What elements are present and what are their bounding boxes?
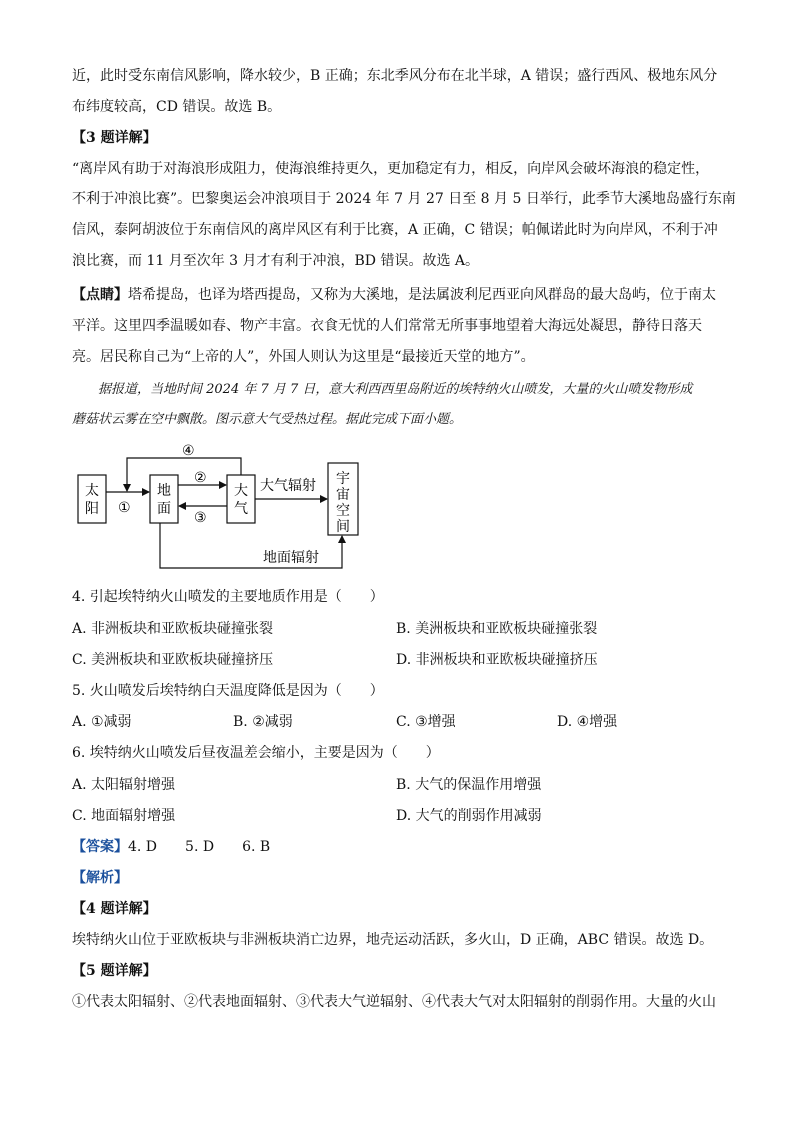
q5-option-a[interactable]: A. ①减弱 <box>72 714 132 730</box>
arrow-4 <box>127 458 241 491</box>
q5-detail-heading: 【5 题详解】 <box>72 963 157 979</box>
q4-option-a[interactable]: A. 非洲板块和亚欧板块碰撞张裂 <box>72 621 274 637</box>
q3-detail-line: 信风，泰阿胡波位于东南信风的离岸风区有利于比赛，A 正确，C 错误；帕佩诺此时为向岸风，不利于冲 <box>72 222 718 238</box>
paragraph-line: 近，此时受东南信风影响，降水较少，B 正确；东北季风分布在北半球，A 错误；盛行西风、极地东风分 <box>72 68 718 84</box>
atmosphere-label: 大气 <box>234 483 248 517</box>
q3-detail-heading: 【3 题详解】 <box>72 130 157 146</box>
atmosphere-heating-diagram <box>70 438 370 574</box>
q6-option-d[interactable]: D. 大气的削弱作用减弱 <box>396 808 542 824</box>
q4-detail-heading: 【4 题详解】 <box>72 901 157 917</box>
ground-radiation-label: 地面辐射 <box>263 550 319 566</box>
answer-label: 【答案】 <box>72 839 128 855</box>
paragraph-line: 布纬度较高，CD 错误。故选 B。 <box>72 99 282 115</box>
answer-values: 4. D 5. D 6. B <box>128 839 271 855</box>
q5-option-b[interactable]: B. ②减弱 <box>233 714 293 730</box>
q4-option-b[interactable]: B. 美洲板块和亚欧板块碰撞张裂 <box>396 621 598 637</box>
q3-detail-line: “离岸风有助于对海浪形成阻力，使海浪维持更久，更加稳定有力，相反，向岸风会破坏海浪的稳定性， <box>72 161 710 177</box>
question-4-stem: 4. 引起埃特纳火山喷发的主要地质作用是（ ） <box>72 589 384 605</box>
q4-option-c[interactable]: C. 美洲板块和亚欧板块碰撞挤压 <box>72 652 274 668</box>
dianqing-line: 亮。居民称自己为“上帝的人”，外国人则认为这里是“最接近天堂的地方”。 <box>72 349 535 365</box>
num-2-label: ② <box>194 470 207 486</box>
intro-line: 据报道，当地时间 2024 年 7 月 7 日，意大利西西里岛附近的埃特纳火山喷发，大量的火山喷发物形成 <box>98 382 693 397</box>
ground-label: 地面 <box>157 483 171 517</box>
q5-option-c[interactable]: C. ③增强 <box>396 714 456 730</box>
dianqing-line: 平洋。这里四季温暖如春、物产丰富。衣食无忧的人们常常无所事事地望着大海远处凝思，静待日落天 <box>72 318 702 334</box>
answer-line <box>72 837 270 857</box>
q3-detail-line: 浪比赛，而 11 月至次年 3 月才有利于冲浪，BD 错误。故选 A。 <box>72 253 480 269</box>
sun-label: 太阳 <box>85 483 99 517</box>
dianqing-line <box>72 285 716 305</box>
q6-option-a[interactable]: A. 太阳辐射增强 <box>72 777 176 793</box>
q5-option-d[interactable]: D. ④增强 <box>557 714 618 730</box>
q4-option-d[interactable]: D. 非洲板块和亚欧板块碰撞挤压 <box>396 652 598 668</box>
q3-detail-line: 不利于冲浪比赛”。巴黎奥运会冲浪项目于 2024 年 7 月 27 日至 8 月 5 日举行，此季节大溪地岛盛行东南 <box>72 191 736 207</box>
q5-detail-text: ①代表太阳辐射、②代表地面辐射、③代表大气逆辐射、④代表大气对太阳辐射的削弱作用。大量的火山 <box>72 994 716 1010</box>
dianqing-text: 塔希提岛，也译为塔西提岛，又称为大溪地，是法属波利尼西亚向风群岛的最大岛屿，位于南太 <box>128 287 716 303</box>
dianqing-label: 【点睛】 <box>72 287 128 303</box>
atm-radiation-label: 大气辐射 <box>260 478 316 494</box>
num-1-label: ① <box>118 500 131 516</box>
q4-detail-text: 埃特纳火山位于亚欧板块与非洲板块消亡边界，地壳运动活跃，多火山，D 正确，ABC 错误。故选 D。 <box>72 932 714 948</box>
q6-option-c[interactable]: C. 地面辐射增强 <box>72 808 176 824</box>
space-label: 宇宙空间 <box>336 471 350 535</box>
num-3-label: ③ <box>194 510 207 526</box>
q6-option-b[interactable]: B. 大气的保温作用增强 <box>396 777 542 793</box>
num-4-label: ④ <box>182 443 195 459</box>
analysis-label: 【解析】 <box>72 870 128 886</box>
question-5-stem: 5. 火山喷发后埃特纳白天温度降低是因为（ ） <box>72 683 384 699</box>
intro-line: 蘑菇状云雾在空中飘散。图示意大气受热过程。据此完成下面小题。 <box>72 412 463 427</box>
question-6-stem: 6. 埃特纳火山喷发后昼夜温差会缩小，主要是因为（ ） <box>72 745 440 761</box>
